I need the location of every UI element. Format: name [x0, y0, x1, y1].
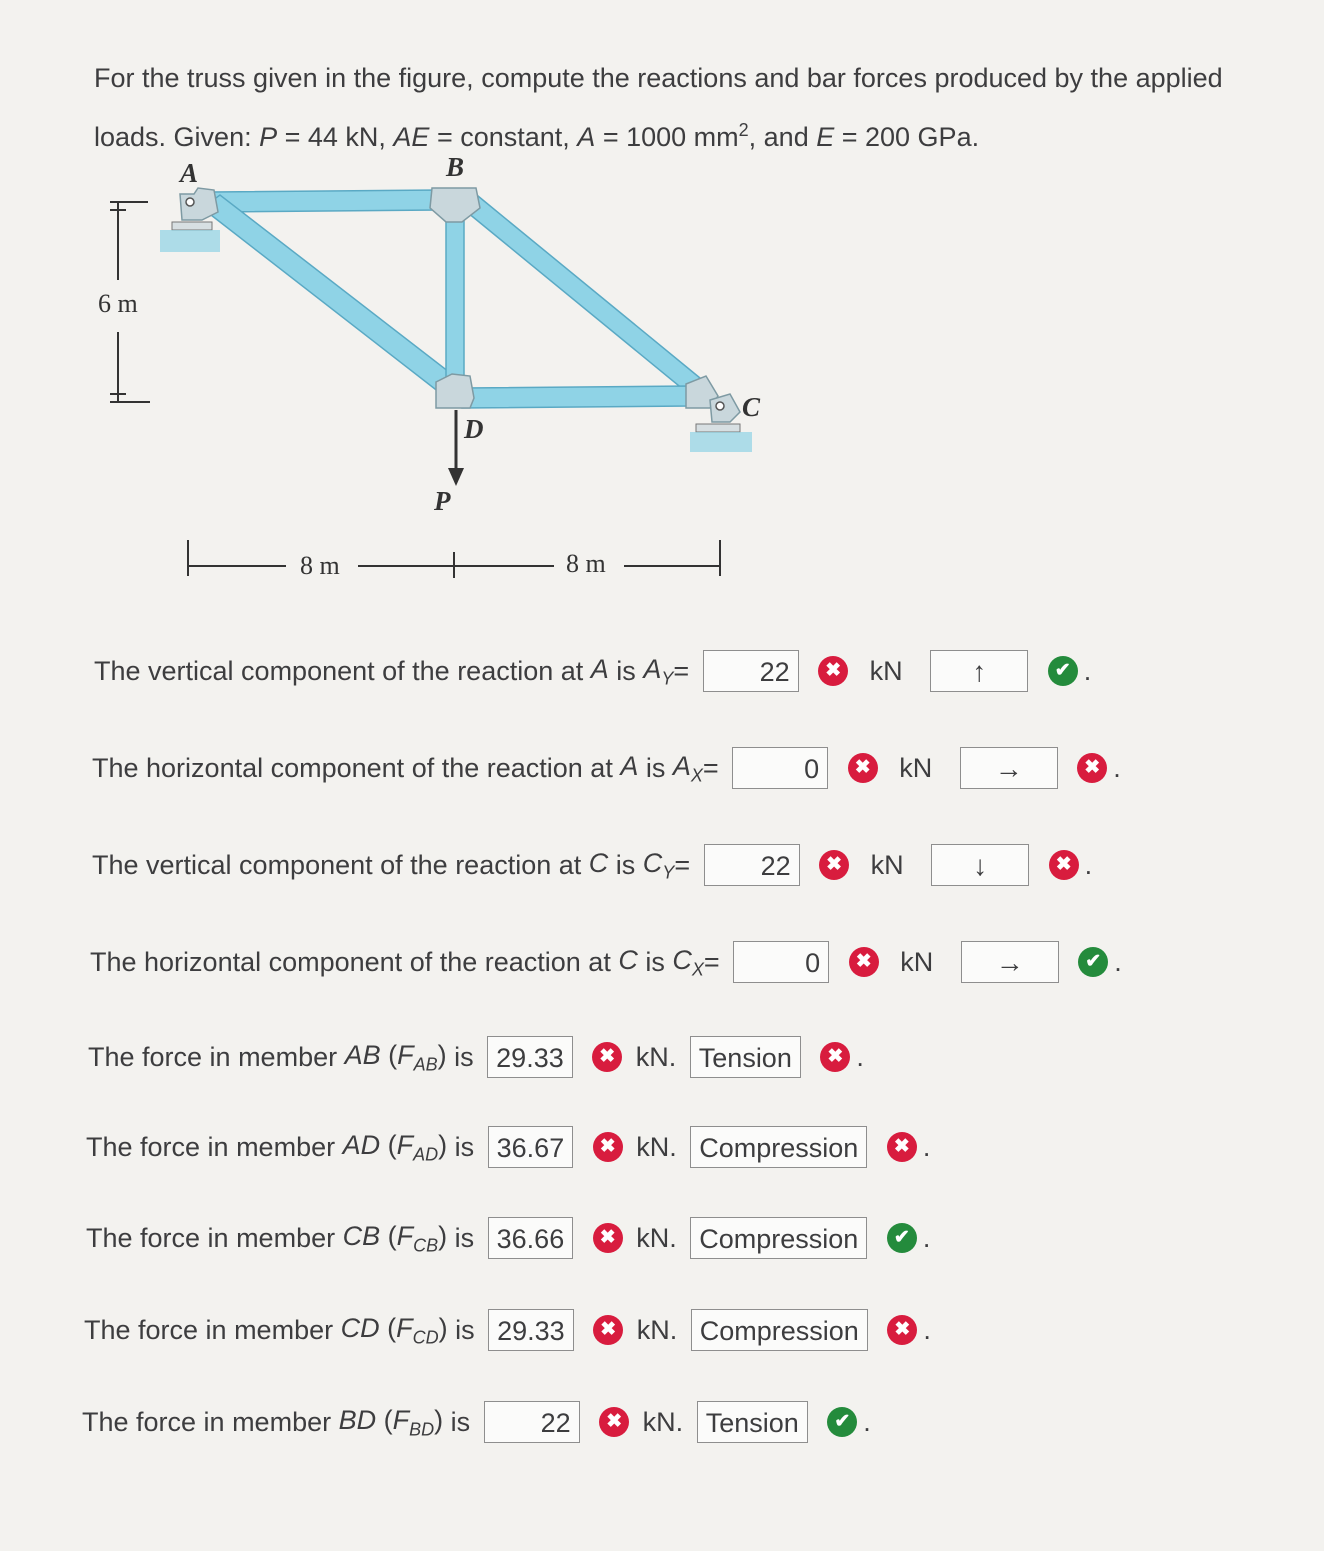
member-dc	[462, 386, 690, 408]
var-ae: AE	[393, 122, 430, 152]
question-text: The vertical component of the reaction at	[92, 849, 589, 880]
question-text: is	[446, 1041, 474, 1072]
e-value: = 200 GPa.	[834, 122, 980, 152]
question-text: The horizontal component of the reaction at	[90, 946, 619, 977]
fbd-value-input[interactable]: 22	[484, 1401, 580, 1443]
point-label: C	[618, 945, 638, 975]
period: .	[1084, 849, 1093, 880]
member-row-bd: The force in member BD $(F_{BD})$ is 22 ✖ kN. Tension ✔ .	[82, 1396, 871, 1444]
question-text: The force in member	[86, 1131, 343, 1162]
question-text: The force in member	[84, 1314, 341, 1345]
symbol-sub: CD	[412, 1327, 439, 1348]
period: .	[1114, 946, 1122, 977]
unit: kN.	[636, 1131, 677, 1162]
period: .	[923, 1314, 931, 1345]
truss-figure	[90, 150, 790, 590]
period: .	[922, 1131, 931, 1162]
equals: =	[674, 849, 691, 880]
wrong-icon: ✖	[848, 753, 878, 783]
wrong-icon: ✖	[818, 656, 848, 686]
ax-direction-select[interactable]: →	[960, 747, 1058, 789]
point-label: C	[588, 848, 609, 878]
support-a	[160, 188, 220, 252]
member-row-ad: The force in member AD $(F_{AD})$ is 36.67 ✖ kN. Compression ✖ .	[86, 1121, 930, 1169]
wrong-icon: ✖	[887, 1132, 917, 1162]
symbol: A	[643, 654, 662, 684]
period: .	[1083, 655, 1092, 686]
member-name: AB	[344, 1040, 381, 1070]
question-text: is	[447, 1314, 475, 1345]
symbol-sub: Y	[662, 862, 675, 883]
question-text: The force in member	[82, 1406, 339, 1437]
height-label: 6 m	[98, 289, 138, 318]
fad-nature-select[interactable]: Compression	[690, 1126, 867, 1168]
symbol-sub: X	[691, 959, 704, 980]
unit: kN	[900, 946, 934, 977]
correct-icon: ✔	[1078, 947, 1108, 977]
member-name: AD	[342, 1130, 381, 1160]
span-dimension	[188, 540, 720, 578]
fcb-nature-select[interactable]: Compression	[690, 1217, 867, 1259]
question-text: is	[637, 946, 673, 977]
period: .	[856, 1041, 864, 1072]
p-value: = 44 kN,	[277, 122, 394, 152]
wrong-icon: ✖	[819, 850, 849, 880]
problem-text: For the truss given in the figure, compute the reactions and bar forces produced by the applied loads. Given:	[94, 63, 1223, 152]
wrong-icon: ✖	[593, 1223, 623, 1253]
and-text: , and	[748, 122, 817, 152]
correct-icon: ✔	[827, 1407, 857, 1437]
symbol-sub: BD	[409, 1419, 435, 1440]
unit: kN	[899, 752, 933, 783]
symbol: A	[672, 751, 691, 781]
reaction-row-ax	[92, 742, 1121, 790]
fcb-value-input[interactable]: 36.66	[488, 1217, 574, 1259]
reaction-row-cx	[90, 936, 1122, 984]
symbol-sub: AD	[413, 1144, 439, 1165]
point-label: A	[590, 654, 609, 684]
problem-statement	[94, 52, 1244, 163]
member-bd	[446, 208, 464, 388]
period: .	[922, 1222, 931, 1253]
question-text: The vertical component of the reaction at	[94, 655, 591, 686]
label-c: C	[742, 392, 761, 422]
period: .	[1113, 752, 1121, 783]
load-p	[448, 410, 464, 486]
label-p: P	[434, 486, 451, 516]
member-name: BD	[338, 1405, 377, 1435]
span-left-label: 8 m	[300, 551, 340, 580]
period: .	[863, 1406, 871, 1437]
cx-direction-select[interactable]: →	[961, 941, 1059, 983]
point-label: A	[620, 751, 639, 781]
symbol: F	[396, 1221, 414, 1251]
unit: kN.	[636, 1314, 678, 1345]
member-ab	[210, 190, 440, 212]
question-text: The force in member	[86, 1222, 343, 1253]
cy-direction-select[interactable]: ↓	[931, 844, 1029, 886]
question-text: is	[447, 1222, 475, 1253]
equals: =	[673, 655, 690, 686]
question-text: is	[638, 752, 673, 783]
wrong-icon: ✖	[849, 947, 879, 977]
var-e: E	[816, 122, 835, 152]
label-d: D	[464, 414, 484, 444]
symbol: F	[397, 1040, 414, 1070]
wrong-icon: ✖	[1049, 850, 1079, 880]
wrong-icon: ✖	[599, 1407, 629, 1437]
label-b: B	[446, 152, 465, 182]
wrong-icon: ✖	[592, 1042, 622, 1072]
wrong-icon: ✖	[593, 1315, 623, 1345]
question-text: is	[608, 655, 644, 686]
unit: kN	[870, 849, 904, 880]
unit: kN.	[642, 1406, 684, 1437]
joint-d	[436, 374, 474, 408]
question-text: The horizontal component of the reaction at	[92, 752, 621, 783]
unit: kN.	[636, 1222, 677, 1253]
fab-nature-select[interactable]: Tension	[690, 1036, 801, 1078]
correct-icon: ✔	[1048, 656, 1078, 686]
wrong-icon: ✖	[1077, 753, 1107, 783]
symbol: C	[672, 945, 692, 975]
question-text: The force in member	[88, 1041, 345, 1072]
question-text: is	[443, 1406, 471, 1437]
ay-direction-select[interactable]: ↑	[930, 650, 1028, 692]
symbol: C	[642, 848, 663, 878]
wrong-icon: ✖	[887, 1315, 917, 1345]
member-row-cd: The force in member CD $(F_{CD})$ is 29.33 ✖ kN. Compression ✖ .	[84, 1304, 931, 1352]
fcd-value-input[interactable]: 29.33	[488, 1309, 574, 1351]
symbol-sub: X	[690, 765, 703, 786]
span-right-label: 8 m	[566, 549, 606, 578]
a-exponent: 2	[738, 120, 749, 140]
fcd-nature-select[interactable]: Compression	[691, 1309, 868, 1351]
cx-value-input[interactable]: 0	[733, 941, 829, 983]
question-text: is	[608, 849, 643, 880]
label-a: A	[180, 158, 199, 188]
wrong-icon: ✖	[820, 1042, 850, 1072]
symbol: F	[396, 1130, 414, 1160]
fab-value-input[interactable]: 29.33	[487, 1036, 573, 1078]
symbol-sub: Y	[661, 668, 674, 689]
symbol-sub: AB	[413, 1054, 438, 1075]
member-row-cb: The force in member CB $(F_{CB})$ is 36.66 ✖ kN. Compression ✔ .	[86, 1212, 930, 1260]
cy-value-input[interactable]: 22	[704, 844, 800, 886]
unit: kN	[869, 655, 903, 686]
fbd-nature-select[interactable]: Tension	[697, 1401, 808, 1443]
equals: =	[702, 752, 719, 783]
wrong-icon: ✖	[593, 1132, 623, 1162]
member-name: CD	[340, 1313, 380, 1343]
ax-value-input[interactable]: 0	[732, 747, 828, 789]
symbol: F	[392, 1405, 410, 1435]
correct-icon: ✔	[887, 1223, 917, 1253]
var-p: P	[259, 122, 278, 152]
member-row-ab: The force in member AB $(F_{AB})$ is 29.33 ✖ kN. Tension ✖ .	[88, 1031, 864, 1079]
member-bc	[462, 196, 700, 390]
member-name: CB	[342, 1221, 381, 1251]
member-ad	[202, 195, 462, 396]
equals: =	[703, 946, 720, 977]
question-text: is	[447, 1131, 475, 1162]
ay-value-input[interactable]: 22	[703, 650, 799, 692]
var-a: A	[577, 122, 596, 152]
reaction-row-ay	[94, 645, 1091, 693]
ae-value: = constant,	[429, 122, 578, 152]
symbol-sub: CB	[413, 1235, 439, 1256]
reaction-row-cy	[92, 839, 1092, 887]
a-value: = 1000 mm	[595, 122, 739, 152]
unit: kN.	[635, 1041, 677, 1072]
symbol: F	[396, 1313, 413, 1343]
fad-value-input[interactable]: 36.67	[488, 1126, 574, 1168]
